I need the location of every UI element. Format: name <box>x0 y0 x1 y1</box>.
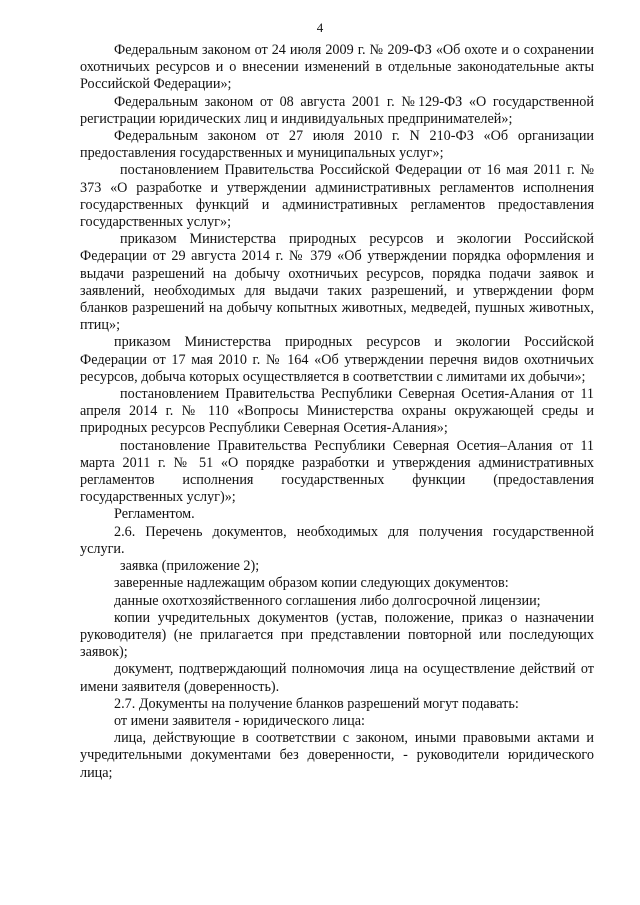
paragraph-law-209fz: Федеральным законом от 24 июля 2009 г. № 209-ФЗ «Об охоте и о сохранении охотничьих ресурсов и о внесении изменений в отдельные законодательные акты Российской Федерации»; <box>80 42 594 93</box>
paragraph-law-129fz: Федеральным законом от 08 августа 2001 г. №129-ФЗ «О государственной регистрации юридических лиц и индивидуальных предпринимателей»; <box>80 93 594 127</box>
paragraph-resolution-373: постановлением Правительства Российской Федерации от 16 мая 2011 г. № 373 «О разработке и утверждении административных регламентов исполнения государственных функций и административных регламентов предоставления государственных услуг»; <box>80 162 594 231</box>
page-number: 4 <box>316 20 324 35</box>
list-item-application: заявка (приложение 2); <box>120 558 260 575</box>
paragraph-order-379: приказом Министерства природных ресурсов и экологии Российской Федерации от 29 августа 2014 г. № 379 «Об утверждении порядка оформления и выдачи разрешений на добычу охотничьих ресурсов, порядка подачи заявок и заявлений, необходимых для выдачи таких разрешений, и утверждении форм бланков разрешений на добычу копытных животных, медведей, пушных животных, птиц»; <box>80 231 594 334</box>
paragraph-regulation: Регламентом. <box>114 506 195 523</box>
section-2-6-heading: 2.6. Перечень документов, необходимых для получения государственной услуги. <box>80 523 594 557</box>
paragraph-persons-acting-by-law: лица, действующие в соответствии с законом, иными правовыми актами и учредительными документами без доверенности, - руководители юридического лица; <box>80 730 594 781</box>
paragraph-law-210fz: Федеральным законом от 27 июля 2010 г. N 210-ФЗ «Об организации предоставления государственных и муниципальных услуг»; <box>80 128 594 162</box>
section-2-7-heading: 2.7. Документы на получение бланков разрешений могут подавать: <box>114 695 519 712</box>
paragraph-order-164: приказом Министерства природных ресурсов и экологии Российской Федерации от 17 мая 2010 г. № 164 «Об утверждении перечня видов охотничьих ресурсов, добыча которых осуществляется в соответствии с лимитами их добычи»; <box>80 334 594 385</box>
paragraph-on-behalf-legal-entity: от имени заявителя - юридического лица: <box>114 712 365 729</box>
list-item-founding-documents: копии учредительных документов (устав, положение, приказ о назначении руководителя) (не прилагается при представлении повторной или последующих заявок); <box>80 609 594 661</box>
paragraph-resolution-110: постановлением Правительства Республики Северная Осетия-Алания от 11 апреля 2014 г. № 110 «Вопросы Министерства охраны окружающей среды и природных ресурсов Республики Северная Осетия-Алания»; <box>80 386 594 437</box>
document-body <box>80 42 594 782</box>
list-item-power-of-attorney: документ, подтверждающий полномочия лица на осуществление действий от имени заявителя (доверенность). <box>80 661 594 695</box>
list-item-agreement-data: данные охотхозяйственного соглашения либо долгосрочной лицензии; <box>114 592 541 609</box>
list-item-certified-copies: заверенные надлежащим образом копии следующих документов: <box>114 575 509 592</box>
paragraph-resolution-51: постановление Правительства Республики Северная Осетия–Алания от 11 марта 2011 г. № 51 «О порядке разработки и утверждения административных регламентов исполнения государственных функции (предоставления государственных услуг)»; <box>80 437 594 506</box>
